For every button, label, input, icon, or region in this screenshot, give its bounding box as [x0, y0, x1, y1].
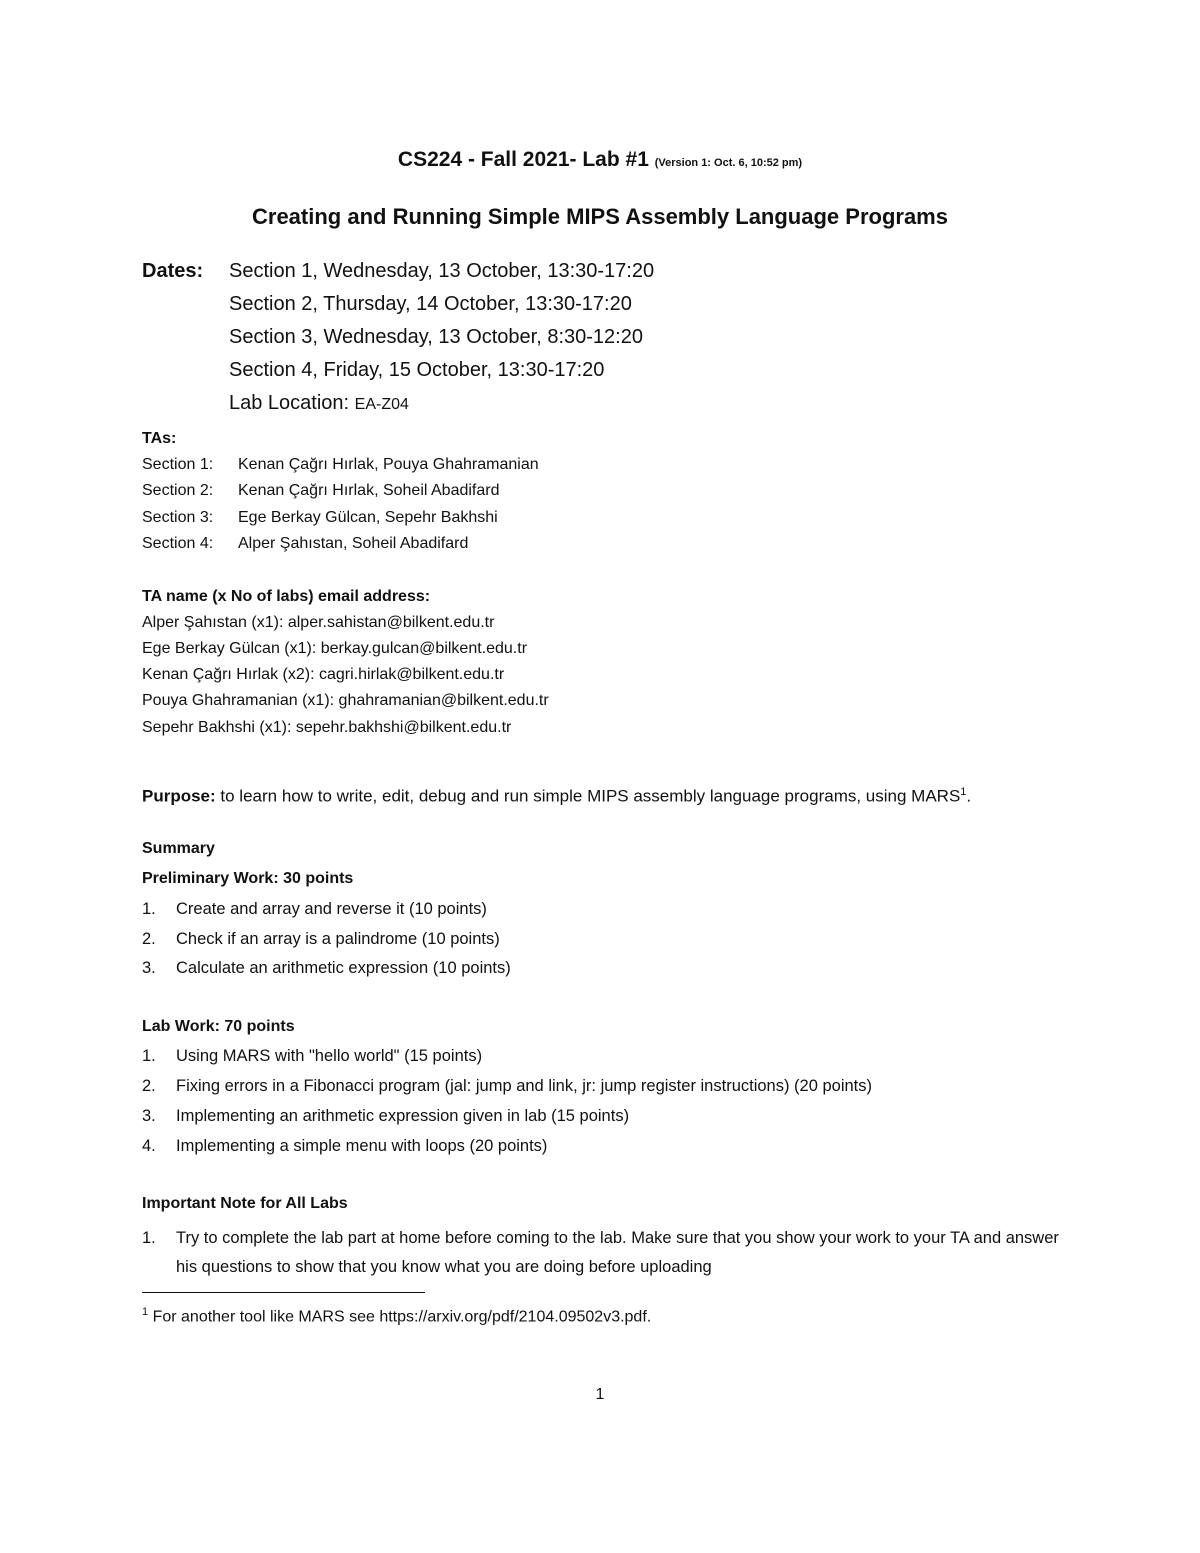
list-item — [142, 900, 487, 919]
list-text: Create and array and reverse it (10 points) — [176, 900, 487, 918]
lab-work-heading: Lab Work: 70 points — [142, 1018, 295, 1035]
ta-section-names: Kenan Çağrı Hırlak, Soheil Abadifard — [238, 482, 500, 499]
lab-location-label: Lab Location: — [229, 392, 355, 414]
ta-section-row — [142, 456, 539, 474]
purpose-paragraph — [142, 778, 1042, 811]
page-number: 1 — [595, 1386, 605, 1403]
list-item — [142, 1047, 482, 1066]
purpose-end: . — [966, 786, 972, 806]
date-line-section-3: Section 3, Wednesday, 13 October, 8:30-12:20 — [229, 326, 643, 348]
list-text: Try to complete the lab part at home before coming to the lab. Make sure that you show your work to your TA and answer his questions to show that you know what you are doing before uploading — [176, 1229, 1059, 1276]
list-item — [142, 1224, 1062, 1282]
ta-email-line: Kenan Çağrı Hırlak (x2): cagri.hirlak@bilkent.edu.tr — [142, 666, 505, 683]
footnote — [142, 1306, 651, 1326]
ta-section-label: Section 3: — [142, 509, 214, 526]
list-item — [142, 930, 500, 949]
list-number: 2. — [142, 930, 156, 948]
ta-section-names: Alper Şahıstan, Soheil Abadifard — [238, 535, 469, 552]
page-subtitle: Creating and Running Simple MIPS Assembly Language Programs — [252, 204, 948, 229]
tas-heading: TAs: — [142, 430, 177, 447]
ta-section-row — [142, 535, 468, 553]
ta-email-line: Pouya Ghahramanian (x1): ghahramanian@bilkent.edu.tr — [142, 692, 549, 709]
ta-section-names: Ege Berkay Gülcan, Sepehr Bakhshi — [238, 509, 498, 526]
footnote-separator — [142, 1292, 425, 1293]
list-text: Implementing a simple menu with loops (20 points) — [176, 1137, 548, 1155]
list-text: Using MARS with "hello world" (15 points) — [176, 1047, 483, 1065]
list-number: 1. — [142, 900, 156, 918]
ta-email-heading: TA name (x No of labs) email address: — [142, 588, 431, 605]
list-number: 1. — [142, 1047, 156, 1065]
list-item — [142, 1107, 629, 1126]
lab-location-value: EA-Z04 — [354, 396, 409, 413]
dates-label: Dates: — [142, 260, 204, 282]
ta-section-names: Kenan Çağrı Hırlak, Pouya Ghahramanian — [238, 456, 539, 473]
version-note: (Version 1: Oct. 6, 10:52 pm) — [654, 157, 803, 169]
preliminary-heading: Preliminary Work: 30 points — [142, 870, 354, 887]
list-number: 2. — [142, 1077, 156, 1095]
lab-location — [229, 392, 409, 415]
list-text: Calculate an arithmetic expression (10 points) — [176, 959, 511, 977]
ta-section-row — [142, 509, 498, 527]
footnote-text: For another tool like MARS see https://arxiv.org/pdf/2104.09502v3.pdf. — [148, 1308, 652, 1326]
list-text: Implementing an arithmetic expression given in lab (15 points) — [176, 1107, 630, 1125]
footnote-reference: 1 — [960, 786, 967, 798]
list-number: 3. — [142, 959, 156, 977]
ta-section-row — [142, 482, 499, 500]
page-title — [0, 148, 1200, 172]
ta-email-line: Sepehr Bakhshi (x1): sepehr.bakhshi@bilkent.edu.tr — [142, 719, 512, 736]
list-number: 3. — [142, 1107, 156, 1125]
summary-heading: Summary — [142, 840, 215, 857]
list-text: Check if an array is a palindrome (10 points) — [176, 930, 500, 948]
ta-section-label: Section 1: — [142, 456, 214, 473]
list-text: Fixing errors in a Fibonacci program (jal: jump and link, jr: jump register instructions) (20 points) — [176, 1077, 873, 1095]
list-item — [142, 1077, 872, 1096]
footnote-mark: 1 — [142, 1306, 149, 1318]
title-text: CS224 - Fall 2021- Lab #1 — [397, 148, 649, 171]
list-item — [142, 1137, 547, 1156]
purpose-label: Purpose: — [142, 786, 216, 806]
ta-email-line: Ege Berkay Gülcan (x1): berkay.gulcan@bilkent.edu.tr — [142, 640, 528, 657]
list-number: 4. — [142, 1137, 156, 1155]
list-number: 1. — [142, 1229, 156, 1247]
list-item — [142, 959, 511, 978]
date-line-section-2: Section 2, Thursday, 14 October, 13:30-17:20 — [229, 293, 632, 315]
date-line-section-1: Section 1, Wednesday, 13 October, 13:30-17:20 — [229, 260, 655, 282]
purpose-text: to learn how to write, edit, debug and run simple MIPS assembly language programs, using MARS — [215, 786, 961, 806]
date-line-section-4: Section 4, Friday, 15 October, 13:30-17:20 — [229, 359, 605, 381]
important-note-heading: Important Note for All Labs — [142, 1195, 348, 1212]
ta-section-label: Section 2: — [142, 482, 214, 499]
ta-email-line: Alper Şahıstan (x1): alper.sahistan@bilkent.edu.tr — [142, 614, 495, 631]
ta-section-label: Section 4: — [142, 535, 214, 552]
